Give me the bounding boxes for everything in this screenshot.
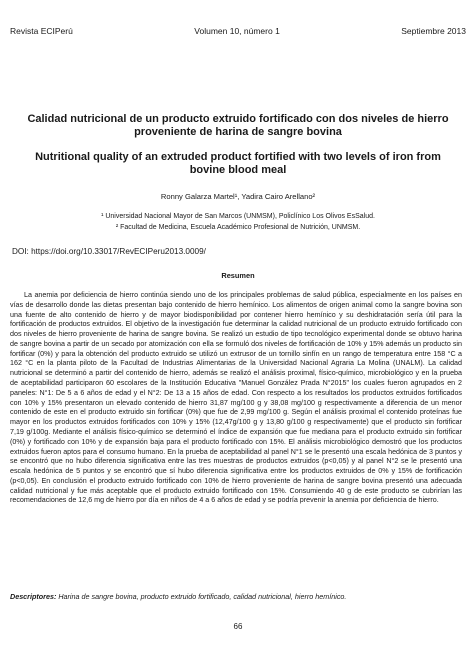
title-english: Nutritional quality of an extruded product fortified with two levels of iron from bovine blood meal (35, 151, 441, 176)
keywords-label: Descriptores: (10, 592, 57, 601)
affiliation-2: ² Facultad de Medicina, Escuela Académico Profesional de Nutrición, UNMSM. (115, 223, 361, 231)
running-header (10, 26, 466, 36)
title-spanish: Calidad nutricional de un producto extruido fortificado con dos niveles de hierro proveniente de harina de sangre bovina (27, 113, 449, 138)
issue-date: Septiembre 2013 (401, 26, 466, 36)
page-number: 66 (233, 622, 243, 631)
abstract-heading: Resumen (221, 271, 255, 280)
abstract-body: La anemia por deficiencia de hierro continúa siendo uno de los principales problemas de salud pública, especialmente en los países en vías de desarrollo donde las dietas presentan bajo contenido de hierro hemínico. Los alimentos de origen animal como la sangre bovina son una fuente de alto contenido de hierro y de mayor biodisponibilidad por contener hierro hemínico y su deshidratación sería útil para la fortificación de productos extruidos. El objetivo de la investigación fue determinar la calidad nutricional de un producto extruido fortificado con dos niveles de hierro proveniente de harina de sangre bovina. Se realizó un estudio de tipo tecnológico experimental donde se obtuvo harina de sangre bovina a partir de un secado por atomización con ella se formuló dos niveles de fortificación de 10% y 15% además un producto sin fortificar (0%) y para la obtención del producto extruido se utilizó un extrusor de un tornillo sinfín en un rango de temperatura entre 158 °C a 162 °C en la planta piloto de la Facultad de Industrias Alimentarias de la Universidad Nacional Agraria La Molina (UNALM). La calidad nutricional se determinó a partir del contenido de hierro, además se realizó el análisis proximal, físico-químico, microbiológico y en la prueba de aceptabilidad participaron 60 escolares de la Institución Educativa "Manuel González Prada N°2015" los cuales fueron agrupados en 2 paneles: N°1: De 5 a 6 años de edad y el N°2: De 13 a 15 años de edad. Con respecto a los resultados los productos extruidos fortificados con 10% y 15% presentaron un elevado contenido de hierro 31,87 mg/100 g y 38,08 mg/100 g respectivamente a diferencia de un menor contenido de este en el producto extruido sin fortificar (0%) que fue de 2,99 mg/100 g. Según el análisis proximal el contenido proteínas fue mayor en los productos extruidos fortificados con 10% y 15% (12,47g/100 g y 13,80 g/100 g respectivamente) que el producto sin fortificar 7,19 g/100g. Mediante el análisis físico-químico se determinó el índice de expansión que fue mediana para el producto extruido sin fortificar (0%) y fortificado con 10% y de expansión baja para el producto fortificado con 15%. El análisis microbiológico demostró que los productos extruidos fueron aptos para el consumo humano. En la prueba de aceptabilidad al panel N°1 se le presentó una escala hedónica de 3 puntos y se encontró que no hubo diferencia significativa entre las tres muestras de productos extruidos (p<0,05) y al panel N°2 se le presentó una escala hedónica de 5 puntos y se encontró que sí hubo diferencia significativa entre los productos extruidos de 0% y 15% de fortificación (p<0,05). En conclusión el producto extruido fortificado con 10% de hierro proveniente de harina de sangre bovina presentó una adecuada calidad nutricional y fue más aceptable que el producto extruido fortificado con 15%. Consumiendo 40 g de este producto se cubrirían las recomendaciones de 12,6 mg de hierro por día en niños de 4 a 6 años de edad y se podría prevenir la anemia por deficiencia de hierro. (10, 291, 462, 505)
authors: Ronny Galarza Martel¹, Yadira Cairo Arellano² (160, 192, 316, 201)
affiliation-1: ¹ Universidad Nacional Mayor de San Marcos (UNMSM), Policlínico Los Olivos EsSalud. (101, 213, 375, 220)
doi-link[interactable]: DOI: https://doi.org/10.33017/RevECIPeru2013.0009/ (12, 247, 206, 256)
volume-issue: Volumen 10, número 1 (194, 26, 280, 36)
keywords-text: Harina de sangre bovina, producto extruido fortificado, calidad nutricional, hierro hemínico. (58, 592, 347, 601)
affiliations (40, 212, 436, 233)
keywords (10, 592, 462, 602)
journal-name: Revista ECIPerú (10, 26, 73, 36)
